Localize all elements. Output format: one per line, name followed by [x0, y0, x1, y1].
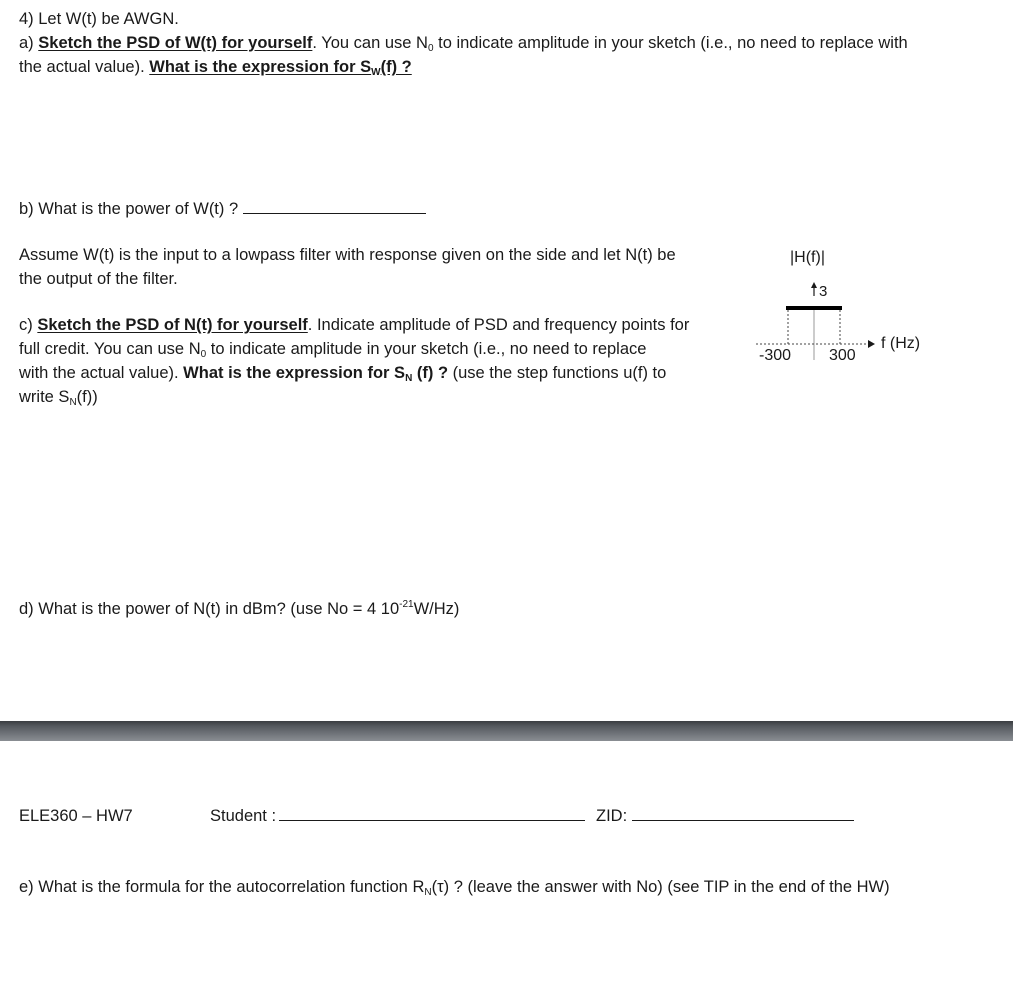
part-c-line-4: write $S_N(f)$): [19, 388, 98, 408]
frequency-axis-label: f (Hz): [881, 335, 921, 352]
assume-line-1: Assume W(t) is the input to a lowpass filter with response given on the side and let N(t) be: [19, 246, 676, 264]
part-a-line-1: a) Sketch the PSD of W(t) for yourself. You can use $N_0$ to indicate amplitude in your sketch (i.e., no need to replace with: [19, 34, 908, 54]
zid-field: [596, 805, 854, 829]
student-label: Student :: [210, 807, 277, 825]
page-break: [0, 721, 1013, 741]
filter-response-figure: [740, 240, 940, 380]
part-a-question: What is the expression for $S_W(f)$ ?: [149, 58, 412, 78]
part-c-task: Sketch the PSD of N(t) for yourself: [37, 316, 308, 334]
amplitude-label: 3: [819, 283, 828, 300]
frequency-axis-arrowhead: [868, 340, 875, 348]
part-c-line-2: full credit. You can use $N_0$ to indicate amplitude in your sketch (i.e., no need to replace: [19, 340, 647, 360]
right-frequency-label: 300: [829, 347, 856, 364]
filter-title: |H(f)|: [790, 249, 825, 266]
assume-line-2: the output of the filter.: [19, 270, 178, 288]
answer-blank[interactable]: [243, 198, 426, 214]
zid-input[interactable]: [632, 805, 854, 821]
zid-label: ZID:: [596, 807, 628, 825]
part-a-line-2: the actual value). What is the expression for $S_W(f)$ ?: [19, 58, 412, 78]
left-frequency-label: -300: [759, 347, 792, 364]
part-c-line-1: c) Sketch the PSD of N(t) for yourself. Indicate amplitude of PSD and frequency points for: [19, 316, 690, 334]
part-e-question: e) What is the formula for the autocorrelation function $R_N(\tau)$ ? (leave the answer with No) (see TIP in the end of the HW): [19, 878, 890, 898]
part-b-question: b) What is the power of W(t) ?: [19, 198, 426, 222]
student-name-input[interactable]: [279, 805, 585, 821]
amplitude-arrowhead: [811, 282, 817, 288]
part-a-task: Sketch the PSD of W(t) for yourself: [38, 34, 313, 52]
student-field: [210, 805, 585, 829]
question-4-heading: 4) Let W(t) be AWGN.: [19, 10, 179, 28]
part-c-line-3: with the actual value). What is the expression for $S_N$ (f) ? (use the step functions u(f) to: [19, 364, 667, 384]
part-d-question: d) What is the power of N(t) in dBm? (use No = 4 $10^{-21}W/Hz$): [19, 599, 460, 618]
course-label: ELE360 – HW7: [19, 807, 133, 825]
part-c-question: What is the expression for $S_N$ (f) ?: [183, 364, 449, 384]
